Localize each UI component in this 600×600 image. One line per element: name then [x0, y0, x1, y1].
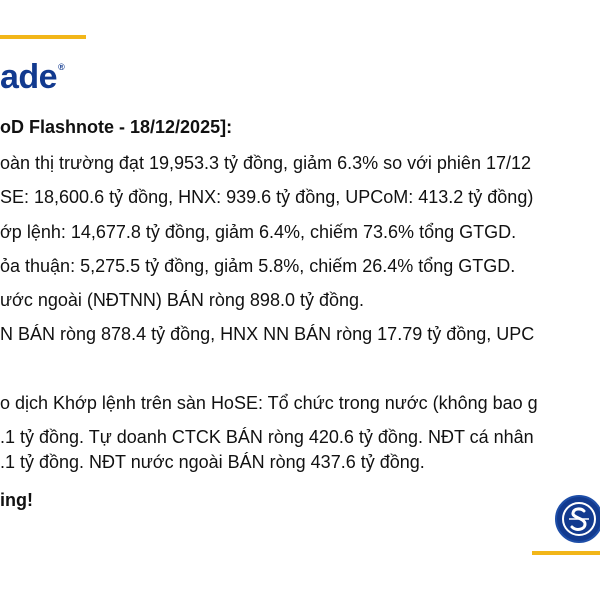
note-line: .1 tỷ đồng. Tự doanh CTCK BÁN ròng 420.6 tỷ đồng. NĐT cá nhân [0, 427, 534, 447]
brand-logo [0, 58, 64, 97]
company-seal-icon [555, 495, 600, 543]
note-line: oàn thị trường đạt 19,953.3 tỷ đồng, giảm 6.3% so với phiên 17/12 [0, 153, 531, 173]
note-line: ớp lệnh: 14,677.8 tỷ đồng, giảm 6.4%, chiếm 73.6% tổng GTGD. [0, 222, 517, 242]
note-line: ỏa thuận: 5,275.5 tỷ đồng, giảm 5.8%, chiếm 26.4% tổng GTGD. [0, 256, 516, 276]
top-accent-line [0, 35, 86, 39]
logo-text: ade [0, 58, 58, 96]
registered-mark: ® [58, 62, 65, 72]
note-line: N BÁN ròng 878.4 tỷ đồng, HNX NN BÁN ròng 17.79 tỷ đồng, UPC [0, 324, 535, 344]
bottom-accent-line [532, 551, 600, 555]
flashnote-heading: oD Flashnote - 18/12/2025]: [0, 117, 233, 137]
note-line: ước ngoài (NĐTNN) BÁN ròng 898.0 tỷ đồng. [0, 290, 365, 310]
note-line: SE: 18,600.6 tỷ đồng, HNX: 939.6 tỷ đồng, UPCoM: 413.2 tỷ đồng) [0, 187, 534, 207]
note-line: o dịch Khớp lệnh trên sàn HoSE: Tổ chức trong nước (không bao g [0, 393, 538, 413]
closing-text: ing! [0, 490, 33, 510]
note-line: .1 tỷ đồng. NĐT nước ngoài BÁN ròng 437.6 tỷ đồng. [0, 452, 425, 472]
